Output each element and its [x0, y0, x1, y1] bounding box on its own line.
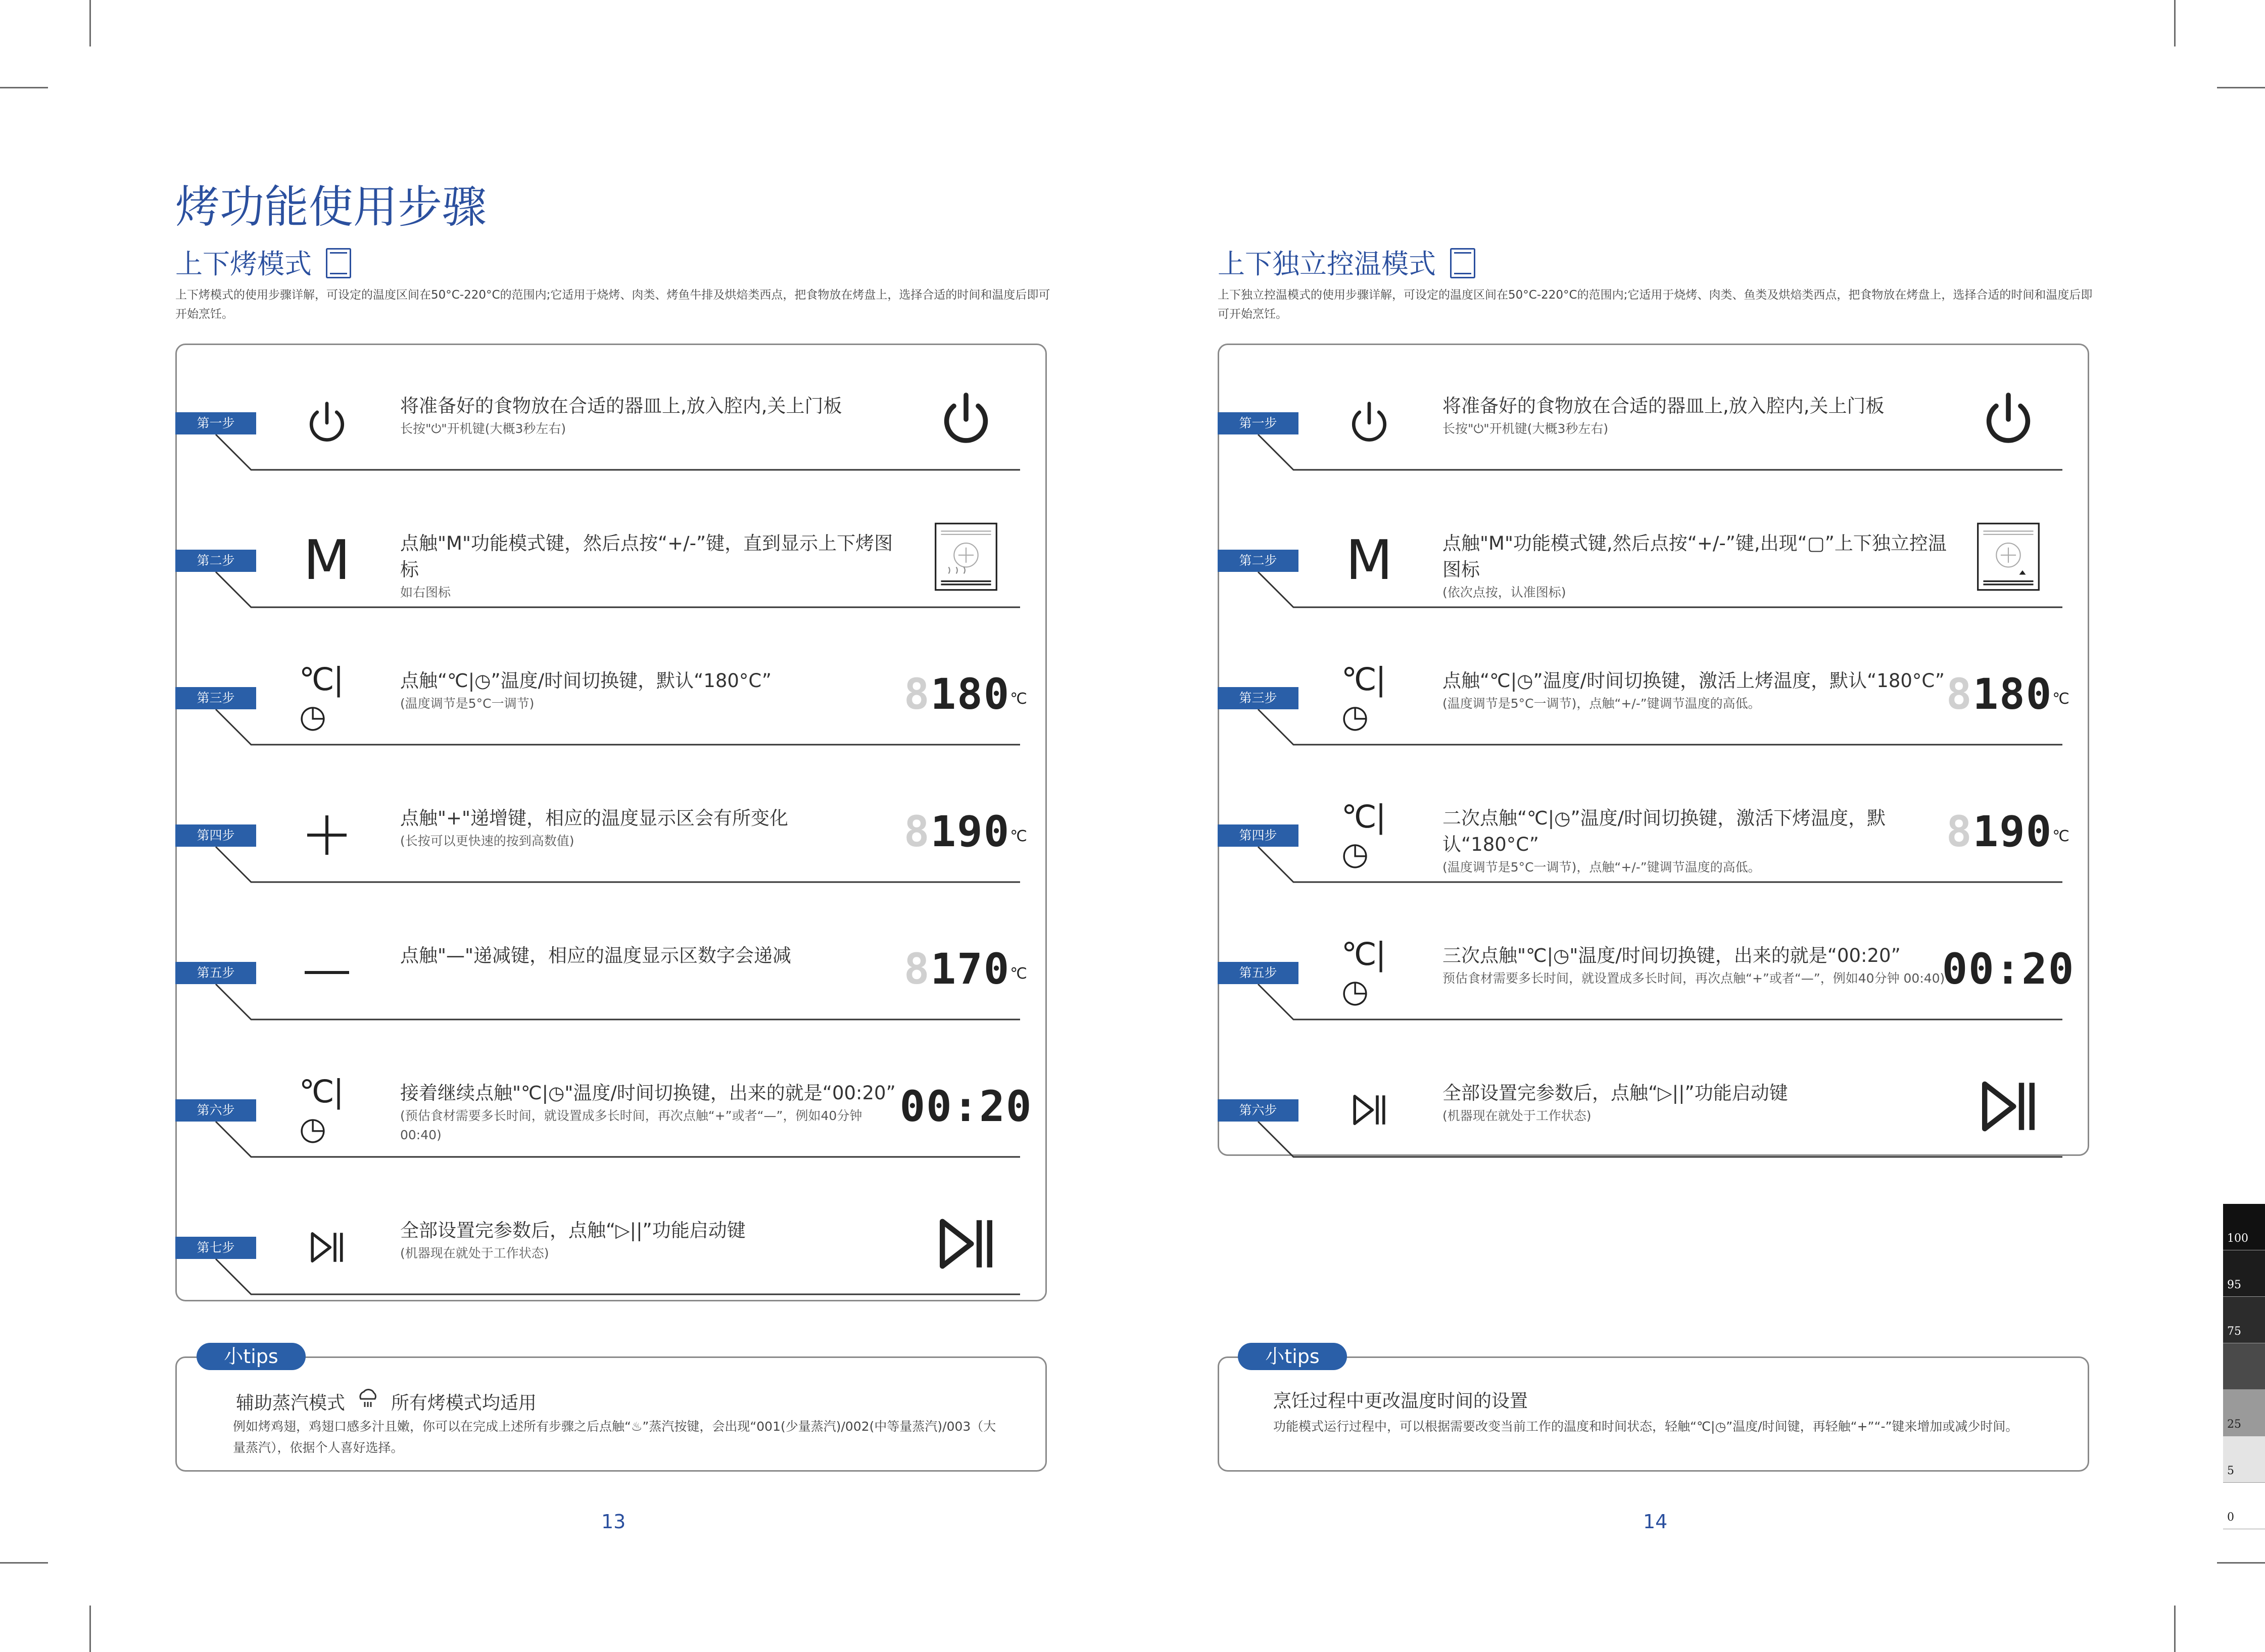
crop-mark — [2174, 0, 2176, 46]
tips-body-left: 例如烤鸡翅，鸡翅口感多汁且嫩，你可以在完成上述所有步骤之后点触“♨”蒸汽按键，会出现“001(少量蒸汽)/002(中等量蒸汽)/003（大量蒸汽），依据个人喜好选择。 — [233, 1419, 996, 1455]
segment-display — [1945, 791, 2071, 872]
mode-key-glyph: M — [303, 528, 351, 592]
step-instruction: 接着继续点触"℃|◷"温度/时间切换键，出来的就是“00:20” — [400, 1082, 896, 1104]
color-swatch — [2223, 1436, 2265, 1483]
step-badge: 第一步 — [175, 412, 256, 434]
power-icon — [1341, 395, 1397, 451]
segment-display — [899, 1066, 1033, 1147]
swatch-label: 75 — [2227, 1325, 2241, 1338]
color-calibration-bar — [2223, 1204, 2265, 1529]
crop-mark — [2217, 87, 2265, 88]
display-value: 8190℃ — [1946, 807, 2070, 856]
step-note: (预估食材需要多长时间，就设置成多长时间，再次点触“+”或者“—”，例如40分钟 00:40) — [400, 1108, 862, 1142]
swatch-label: 25 — [2227, 1418, 2241, 1431]
section-description-right: 上下独立控温模式的使用步骤详解，可设定的温度区间在50°C-220°C的范围内;它适用于烧烤、肉类、鱼类及烘焙类西点，把食物放在烤盘上，选择合适的时间和温度后即可开始烹饪。 — [1218, 288, 2093, 321]
step-badge: 第三步 — [175, 687, 256, 709]
step-text — [400, 1080, 905, 1145]
section-title-text: 上下烤模式 — [175, 248, 312, 280]
play-pause-icon — [903, 1203, 1029, 1284]
oven-independent-icon — [1945, 516, 2071, 597]
step-badge: 第三步 — [1218, 687, 1298, 709]
step-badge: 第二步 — [1218, 550, 1298, 572]
swatch-label: 5 — [2227, 1465, 2234, 1477]
step-row — [1218, 898, 2087, 1036]
step-note: (机器现在就处于工作状态) — [1442, 1108, 1592, 1123]
temp-time-switch-icon — [1341, 798, 1397, 872]
display-unit: ℃ — [2052, 690, 2070, 708]
step-badge: 第六步 — [1218, 1099, 1298, 1122]
display-value: 8180℃ — [904, 669, 1028, 719]
segment-display — [1942, 929, 2075, 1009]
step-instruction: 三次点触"℃|◷"温度/时间切换键，出来的就是“00:20” — [1442, 945, 1901, 966]
plus-key-icon — [299, 807, 355, 863]
segment-display — [1945, 654, 2071, 735]
display-value: 8180℃ — [1946, 669, 2070, 719]
step-instruction: 点触"—"递减键，相应的温度显示区数字会递减 — [400, 945, 792, 966]
color-swatch — [2223, 1390, 2265, 1436]
step-note: 长按"⏻"开机键(大概3秒左右) — [400, 421, 566, 436]
section-title-text: 上下独立控温模式 — [1218, 248, 1436, 280]
temp-time-switch-icon — [299, 661, 355, 735]
step-row — [1218, 486, 2087, 623]
mode-key-glyph: M — [1345, 528, 1393, 592]
step-text — [400, 393, 905, 439]
step-instruction: 点触"+"递增键，相应的温度显示区会有所变化 — [400, 807, 789, 829]
crop-mark — [0, 1562, 48, 1564]
crop-mark — [2174, 1606, 2176, 1652]
temp-time-switch-icon — [1341, 661, 1397, 735]
step-note: (温度调节是5°C一调节)，点触“+/-”键调节温度的高低。 — [1442, 696, 1761, 711]
minus-key-icon — [299, 945, 355, 1000]
tips-title-text: 辅助蒸汽模式 — [236, 1393, 346, 1414]
step-badge: 第五步 — [1218, 962, 1298, 984]
step-note: (长按可以更快速的按到高数值) — [400, 834, 574, 848]
page-title: 烤功能使用步骤 — [175, 181, 487, 233]
section-title-right — [1218, 242, 1475, 281]
tips-tag-right: 小tips — [1238, 1343, 1347, 1370]
mode-key-icon — [299, 528, 355, 592]
steam-icon — [357, 1387, 379, 1414]
step-note: 长按"⏻"开机键(大概3秒左右) — [1442, 421, 1609, 436]
temp-time-switch-icon — [299, 1073, 355, 1147]
play-pause-icon — [1341, 1082, 1397, 1138]
step-text — [1442, 805, 1948, 877]
temp-time-switch-icon — [1341, 936, 1397, 1009]
temp-time-glyph: ℃|◷ — [1341, 798, 1385, 872]
step-badge: 第四步 — [175, 824, 256, 847]
step-instruction: 点触"M"功能模式键,然后点按“+/-”键,出现“▢”上下独立控温图标 — [1442, 532, 1947, 580]
step-badge: 第四步 — [1218, 824, 1298, 847]
crop-mark — [89, 0, 91, 46]
temp-time-glyph: ℃|◷ — [1341, 936, 1385, 1009]
color-swatch — [2223, 1204, 2265, 1250]
step-note: 如右图标 — [400, 585, 451, 600]
color-swatch — [2223, 1250, 2265, 1297]
oven-upper-lower-icon — [903, 516, 1029, 597]
step-text — [400, 530, 905, 602]
display-value: 00:20 — [899, 1082, 1033, 1131]
tips-card-right — [1218, 1356, 2089, 1472]
display-value: 8190℃ — [904, 807, 1028, 856]
step-text — [400, 1218, 905, 1263]
step-row — [175, 1036, 1044, 1173]
section-title-left — [175, 242, 351, 281]
step-row — [175, 761, 1044, 898]
step-row — [1218, 1036, 2087, 1173]
section-description-left: 上下烤模式的使用步骤详解，可设定的温度区间在50°C-220°C的范围内;它适用于烧烤、肉类、烤鱼牛排及烘焙类西点，把食物放在烤盘上，选择合适的时间和温度后即可开始烹饪。 — [175, 288, 1050, 321]
crop-mark — [0, 87, 48, 88]
step-instruction: 将准备好的食物放在合适的器皿上,放入腔内,关上门板 — [400, 395, 842, 417]
step-note: (机器现在就处于工作状态) — [400, 1246, 549, 1260]
mode-key-icon — [1341, 528, 1397, 592]
page-number-right: 14 — [1643, 1511, 1668, 1533]
step-badge: 第六步 — [175, 1099, 256, 1122]
color-swatch — [2223, 1483, 2265, 1529]
step-row — [175, 349, 1044, 486]
display-unit: ℃ — [1010, 828, 1028, 845]
tips-title-suffix: 所有烤模式均适用 — [391, 1393, 537, 1414]
tips-body-right: 功能模式运行过程中，可以根据需要改变当前工作的温度和时间状态，轻触“℃|◷”温度/时间键，再轻触“+”“-”键来增加或减少时间。 — [1273, 1419, 2018, 1434]
step-note: (温度调节是5°C一调节)，点触“+/-”键调节温度的高低。 — [1442, 860, 1761, 874]
tips-title-left — [236, 1387, 537, 1415]
display-unit: ℃ — [1010, 965, 1028, 983]
upper-lower-heat-icon — [326, 248, 351, 278]
step-text — [1442, 393, 1948, 439]
step-text — [400, 805, 905, 851]
crop-mark — [2217, 1562, 2265, 1564]
step-note: 预估食材需要多长时间，就设置成多长时间，再次点触“+”或者“—”，例如40分钟 00:40) — [1442, 971, 1945, 986]
temp-time-glyph: ℃|◷ — [299, 1073, 343, 1147]
power-icon — [1945, 379, 2071, 460]
segment-display — [903, 791, 1029, 872]
step-text — [1442, 530, 1948, 602]
crop-mark — [89, 1606, 91, 1652]
step-text — [1442, 1080, 1948, 1126]
step-instruction: 点触“℃|◷”温度/时间切换键，激活上烤温度，默认“180°C” — [1442, 670, 1945, 692]
tips-tag-left: 小tips — [197, 1343, 306, 1370]
display-value: 8170℃ — [904, 944, 1028, 994]
step-note: (温度调节是5°C一调节) — [400, 696, 535, 711]
swatch-label: 100 — [2227, 1232, 2248, 1245]
step-text — [400, 668, 905, 713]
color-swatch — [2223, 1297, 2265, 1343]
step-instruction: 全部设置完参数后，点触“▷||”功能启动键 — [1442, 1082, 1788, 1104]
page-number-left: 13 — [601, 1511, 626, 1533]
step-badge: 第二步 — [175, 550, 256, 572]
display-unit: ℃ — [1010, 690, 1028, 708]
power-icon — [299, 395, 355, 451]
step-instruction: 二次点触“℃|◷”温度/时间切换键，激活下烤温度，默认“180°C” — [1442, 807, 1886, 855]
play-pause-icon — [1945, 1066, 2071, 1147]
step-note: (依次点按，认准图标) — [1442, 585, 1566, 600]
independent-temp-icon — [1450, 248, 1475, 278]
swatch-label: 0 — [2227, 1511, 2234, 1524]
segment-display — [903, 929, 1029, 1009]
step-row — [175, 1173, 1044, 1310]
step-row — [1218, 349, 2087, 486]
step-row — [175, 623, 1044, 761]
tips-title-right: 烹饪过程中更改温度时间的设置 — [1273, 1391, 1528, 1412]
step-row — [1218, 623, 2087, 761]
power-icon — [903, 379, 1029, 460]
swatch-label: 95 — [2227, 1279, 2241, 1291]
display-unit: ℃ — [2052, 828, 2070, 845]
step-text — [400, 943, 905, 969]
step-instruction: 点触“℃|◷”温度/时间切换键，默认“180°C” — [400, 670, 772, 692]
step-instruction: 全部设置完参数后，点触“▷||”功能启动键 — [400, 1220, 746, 1241]
play-pause-icon — [299, 1220, 355, 1275]
step-instruction: 点触"M"功能模式键，然后点按“+/-”键，直到显示上下烤图标 — [400, 532, 893, 580]
step-row — [1218, 761, 2087, 898]
color-swatch — [2223, 1343, 2265, 1390]
segment-display — [903, 654, 1029, 735]
step-badge: 第一步 — [1218, 412, 1298, 434]
step-text — [1442, 668, 1948, 713]
step-text — [1442, 943, 1948, 988]
step-badge: 第七步 — [175, 1237, 256, 1259]
step-instruction: 将准备好的食物放在合适的器皿上,放入腔内,关上门板 — [1442, 395, 1885, 417]
step-badge: 第五步 — [175, 962, 256, 984]
temp-time-glyph: ℃|◷ — [299, 661, 343, 735]
step-row — [175, 486, 1044, 623]
step-row — [175, 898, 1044, 1036]
display-value: 00:20 — [1942, 944, 2075, 994]
temp-time-glyph: ℃|◷ — [1341, 661, 1385, 735]
